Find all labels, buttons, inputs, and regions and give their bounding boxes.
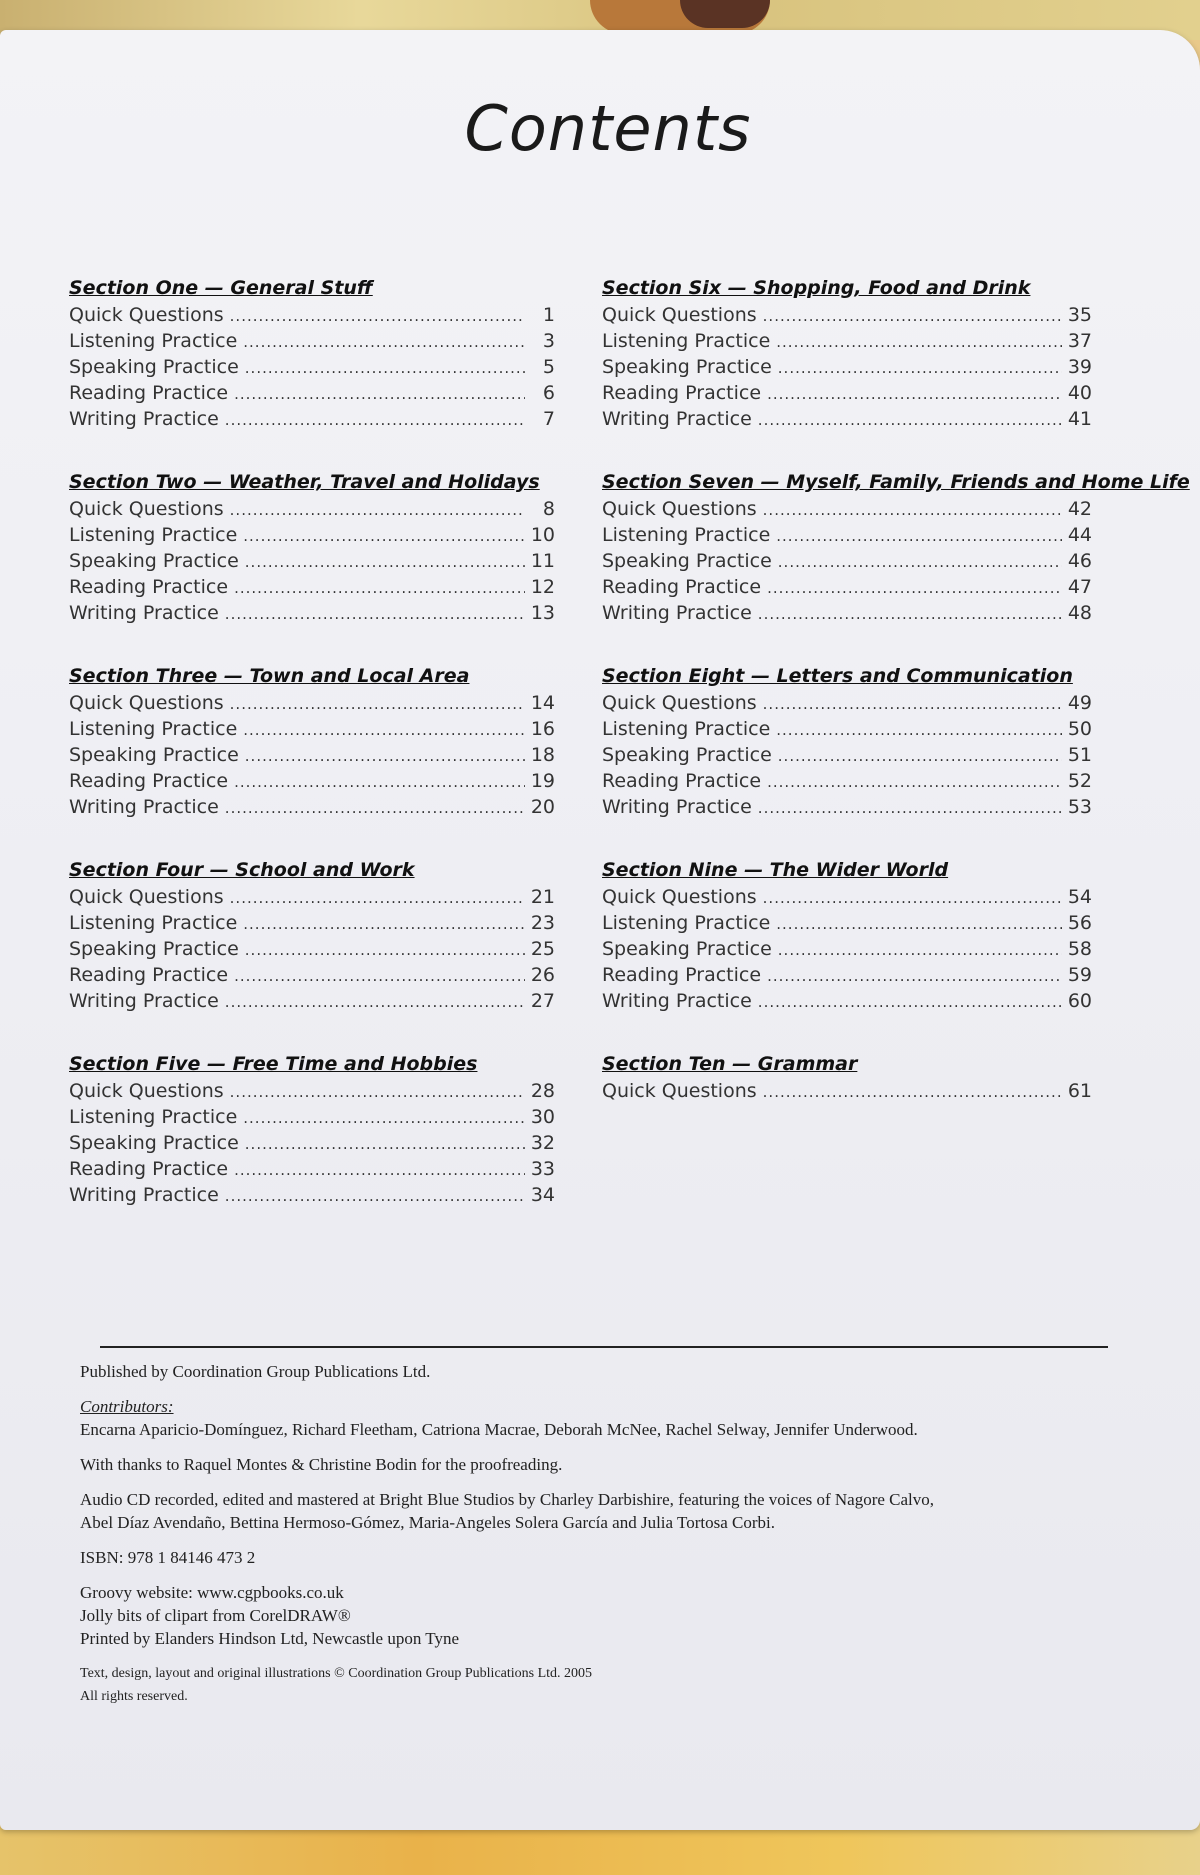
section-heading: Section Three — Town and Local Area — [69, 665, 470, 687]
contents-entry — [602, 690, 1092, 716]
entry-label: Speaking Practice — [69, 356, 239, 378]
dot-leader — [225, 795, 525, 821]
contents-entry — [69, 328, 555, 354]
contents-entry — [69, 496, 555, 522]
page-number: 23 — [530, 912, 555, 934]
entry-label: Listening Practice — [69, 330, 238, 352]
entry-label: Reading Practice — [602, 770, 762, 792]
page-number: 19 — [530, 770, 555, 792]
contents-entry — [602, 936, 1092, 962]
dot-leader — [230, 691, 525, 717]
dot-leader — [245, 549, 525, 575]
contributors-list: Encarna Aparicio-Domínguez, Richard Fleetham, Catriona Macrae, Deborah McNee, Rachel Selway, Jennifer Underwood. — [80, 1420, 918, 1439]
dot-leader — [225, 1183, 525, 1209]
contents-entry — [602, 406, 1092, 432]
entry-label: Speaking Practice — [69, 550, 239, 572]
dot-leader — [243, 523, 525, 549]
dot-leader — [234, 575, 525, 601]
page-title: Contents — [464, 92, 752, 165]
page-number: 16 — [530, 718, 555, 740]
entry-label: Speaking Practice — [69, 938, 239, 960]
footer-divider — [100, 1346, 1108, 1348]
entry-label: Writing Practice — [602, 990, 752, 1012]
entry-label: Quick Questions — [69, 1080, 224, 1102]
entry-label: Reading Practice — [69, 576, 229, 598]
page-number: 35 — [1067, 304, 1092, 326]
entry-label: Writing Practice — [69, 796, 219, 818]
contents-entry — [69, 380, 555, 406]
contents-section — [602, 1050, 1092, 1244]
page-number: 26 — [530, 964, 555, 986]
dot-leader — [776, 329, 1062, 355]
page-number: 8 — [542, 498, 555, 520]
section-heading: Section Seven — Myself, Family, Friends and Home Life — [602, 471, 1190, 493]
contents-entry — [602, 522, 1092, 548]
dot-leader — [230, 303, 525, 329]
page-number: 40 — [1067, 382, 1092, 404]
dot-leader — [225, 989, 525, 1015]
entry-label: Speaking Practice — [602, 938, 772, 960]
page-number: 5 — [542, 356, 555, 378]
contents-entry — [602, 600, 1092, 626]
entry-label: Listening Practice — [69, 524, 238, 546]
contents-section — [69, 468, 555, 662]
entry-label: Listening Practice — [69, 718, 238, 740]
page-number: 52 — [1067, 770, 1092, 792]
dot-leader — [763, 1079, 1062, 1105]
entry-label: Quick Questions — [69, 692, 224, 714]
dot-leader — [778, 937, 1062, 963]
entry-label: Writing Practice — [602, 796, 752, 818]
page-number: 47 — [1067, 576, 1092, 598]
contents-entry — [602, 548, 1092, 574]
dot-leader — [225, 601, 525, 627]
entry-label: Listening Practice — [602, 330, 771, 352]
rights-line: All rights reserved. — [80, 1689, 188, 1704]
entry-label: Speaking Practice — [602, 550, 772, 572]
contents-entry — [69, 794, 555, 820]
page-number: 7 — [542, 408, 555, 430]
contents-entry — [69, 988, 555, 1014]
contents-entry — [602, 380, 1092, 406]
contents-entry — [69, 522, 555, 548]
page-number: 54 — [1067, 886, 1092, 908]
contents-entry — [69, 1078, 555, 1104]
entry-label: Quick Questions — [602, 692, 757, 714]
dot-leader — [234, 381, 525, 407]
contents-entry — [69, 406, 555, 432]
section-heading: Section Two — Weather, Travel and Holidays — [69, 471, 540, 493]
section-heading: Section Four — School and Work — [69, 859, 415, 881]
contents-entry — [602, 988, 1092, 1014]
clipart-line: Jolly bits of clipart from CorelDRAW® — [80, 1606, 351, 1625]
page-number: 20 — [530, 796, 555, 818]
entry-label: Speaking Practice — [602, 744, 772, 766]
entry-label: Writing Practice — [69, 990, 219, 1012]
dot-leader — [758, 407, 1062, 433]
entry-label: Quick Questions — [602, 498, 757, 520]
entry-label: Listening Practice — [69, 1106, 238, 1128]
dot-leader — [234, 1157, 525, 1183]
page-number: 53 — [1067, 796, 1092, 818]
entry-label: Reading Practice — [602, 576, 762, 598]
contents-entry — [602, 574, 1092, 600]
dot-leader — [230, 497, 525, 523]
dot-leader — [778, 549, 1062, 575]
dot-leader — [243, 329, 525, 355]
dot-leader — [243, 1105, 525, 1131]
entry-label: Quick Questions — [602, 886, 757, 908]
entry-label: Listening Practice — [602, 524, 771, 546]
contents-entry — [69, 548, 555, 574]
entry-label: Quick Questions — [602, 1080, 757, 1102]
page-number: 46 — [1067, 550, 1092, 572]
contents-entry — [69, 574, 555, 600]
contents-section — [602, 274, 1092, 468]
publisher-line: Published by Coordination Group Publications Ltd. — [80, 1362, 431, 1381]
dot-leader — [758, 795, 1062, 821]
page-number: 1 — [542, 304, 555, 326]
entry-label: Listening Practice — [69, 912, 238, 934]
page-number: 13 — [530, 602, 555, 624]
contents-entry — [602, 328, 1092, 354]
dot-leader — [778, 743, 1062, 769]
entry-label: Quick Questions — [69, 304, 224, 326]
page-number: 48 — [1067, 602, 1092, 624]
entry-label: Reading Practice — [69, 770, 229, 792]
entry-label: Reading Practice — [602, 964, 762, 986]
page-number: 28 — [530, 1080, 555, 1102]
page-number: 30 — [530, 1106, 555, 1128]
dot-leader — [758, 989, 1062, 1015]
contents-entry — [602, 794, 1092, 820]
page-number: 37 — [1067, 330, 1092, 352]
contents-entry — [69, 742, 555, 768]
contents-entry — [69, 1182, 555, 1208]
page-number: 42 — [1067, 498, 1092, 520]
page-number: 14 — [530, 692, 555, 714]
entry-label: Reading Practice — [69, 382, 229, 404]
section-heading: Section Eight — Letters and Communication — [602, 665, 1073, 687]
entry-label: Quick Questions — [602, 304, 757, 326]
dot-leader — [763, 885, 1062, 911]
contents-entry — [69, 302, 555, 328]
page-number: 32 — [530, 1132, 555, 1154]
page-number: 21 — [530, 886, 555, 908]
contents-entry — [69, 690, 555, 716]
dot-leader — [245, 1131, 525, 1157]
page-number: 18 — [530, 744, 555, 766]
contents-entry — [69, 768, 555, 794]
contents-section — [69, 856, 555, 1050]
dot-leader — [225, 407, 525, 433]
contents-entry — [602, 962, 1092, 988]
entry-label: Writing Practice — [602, 408, 752, 430]
contents-entry — [69, 936, 555, 962]
entry-label: Reading Practice — [602, 382, 762, 404]
dot-leader — [767, 769, 1062, 795]
dot-leader — [234, 963, 525, 989]
contents-entry — [69, 600, 555, 626]
contents-section — [602, 662, 1092, 856]
page-number: 41 — [1067, 408, 1092, 430]
dot-leader — [245, 355, 525, 381]
entry-label: Listening Practice — [602, 912, 771, 934]
dot-leader — [230, 1079, 525, 1105]
thanks-line: With thanks to Raquel Montes & Christine Bodin for the proofreading. — [80, 1455, 563, 1474]
page-number: 60 — [1067, 990, 1092, 1012]
dot-leader — [776, 523, 1062, 549]
section-heading: Section Five — Free Time and Hobbies — [69, 1053, 478, 1075]
contents-entry — [69, 962, 555, 988]
page-number: 10 — [530, 524, 555, 546]
contents-entry — [69, 1104, 555, 1130]
audio-credit-line: Abel Díaz Avendaño, Bettina Hermoso-Gómez, Maria-Angeles Solera García and Julia Tortosa Corbi. — [80, 1513, 775, 1532]
page-number: 25 — [530, 938, 555, 960]
contents-entry — [602, 496, 1092, 522]
page-number: 58 — [1067, 938, 1092, 960]
page-number: 50 — [1067, 718, 1092, 740]
dot-leader — [767, 381, 1062, 407]
contents-section — [69, 1050, 555, 1244]
entry-label: Listening Practice — [602, 718, 771, 740]
isbn: ISBN: 978 1 84146 473 2 — [80, 1548, 256, 1567]
section-heading: Section Six — Shopping, Food and Drink — [602, 277, 1031, 299]
page-number: 3 — [542, 330, 555, 352]
contents-entry — [602, 302, 1092, 328]
page-number: 61 — [1067, 1080, 1092, 1102]
contents-entry — [69, 354, 555, 380]
entry-label: Quick Questions — [69, 886, 224, 908]
entry-label: Reading Practice — [69, 1158, 229, 1180]
dot-leader — [230, 885, 525, 911]
contents-entry — [602, 768, 1092, 794]
contents-section — [69, 274, 555, 468]
contents-entry — [69, 1156, 555, 1182]
page-number: 56 — [1067, 912, 1092, 934]
page-number: 51 — [1067, 744, 1092, 766]
contents-entry — [69, 884, 555, 910]
dot-leader — [243, 717, 525, 743]
dot-leader — [767, 575, 1062, 601]
contents-entry — [602, 716, 1092, 742]
contents-entry — [69, 910, 555, 936]
dot-leader — [776, 911, 1062, 937]
page-number: 33 — [530, 1158, 555, 1180]
dot-leader — [245, 743, 525, 769]
audio-credit-line: Audio CD recorded, edited and mastered at Bright Blue Studios by Charley Darbishire, featuring the voices of Nagore Calvo, — [80, 1490, 935, 1509]
contents-section — [69, 662, 555, 856]
page-number: 12 — [530, 576, 555, 598]
contents-entry — [602, 1078, 1092, 1104]
contents-entry — [602, 910, 1092, 936]
dot-leader — [245, 937, 525, 963]
page-number: 39 — [1067, 356, 1092, 378]
page-number: 44 — [1067, 524, 1092, 546]
entry-label: Writing Practice — [602, 602, 752, 624]
entry-label: Quick Questions — [69, 498, 224, 520]
contents-entry — [69, 1130, 555, 1156]
entry-label: Speaking Practice — [69, 1132, 239, 1154]
website-line: Groovy website: www.cgpbooks.co.uk — [80, 1583, 344, 1602]
contents-column-right — [602, 274, 1190, 1244]
contents-section — [602, 468, 1190, 662]
section-heading: Section Nine — The Wider World — [602, 859, 949, 881]
entry-label: Speaking Practice — [69, 744, 239, 766]
contents-column-left — [69, 274, 555, 1244]
background-object — [680, 0, 770, 28]
page-number: 6 — [542, 382, 555, 404]
page-number: 34 — [530, 1184, 555, 1206]
contents-entry — [602, 742, 1092, 768]
dot-leader — [778, 355, 1062, 381]
dot-leader — [243, 911, 525, 937]
page-number: 27 — [530, 990, 555, 1012]
dot-leader — [763, 691, 1062, 717]
dot-leader — [763, 303, 1062, 329]
entry-label: Speaking Practice — [602, 356, 772, 378]
contents-entry — [602, 354, 1092, 380]
dot-leader — [767, 963, 1062, 989]
entry-label: Writing Practice — [69, 602, 219, 624]
contents-section — [602, 856, 1092, 1050]
contents-entry — [602, 884, 1092, 910]
publication-info — [80, 1360, 1160, 1708]
entry-label: Reading Practice — [69, 964, 229, 986]
section-heading: Section Ten — Grammar — [602, 1053, 858, 1075]
printer-line: Printed by Elanders Hindson Ltd, Newcastle upon Tyne — [80, 1629, 460, 1648]
page-number: 11 — [530, 550, 555, 572]
dot-leader — [763, 497, 1062, 523]
page-number: 59 — [1067, 964, 1092, 986]
entry-label: Writing Practice — [69, 408, 219, 430]
entry-label: Writing Practice — [69, 1184, 219, 1206]
copyright-line: Text, design, layout and original illustrations © Coordination Group Publications Ltd. 2005 — [80, 1666, 593, 1681]
dot-leader — [234, 769, 525, 795]
dot-leader — [776, 717, 1062, 743]
contents-entry — [69, 716, 555, 742]
dot-leader — [758, 601, 1062, 627]
contributors-heading: Contributors: — [80, 1397, 174, 1416]
section-heading: Section One — General Stuff — [69, 277, 373, 299]
page-number: 49 — [1067, 692, 1092, 714]
